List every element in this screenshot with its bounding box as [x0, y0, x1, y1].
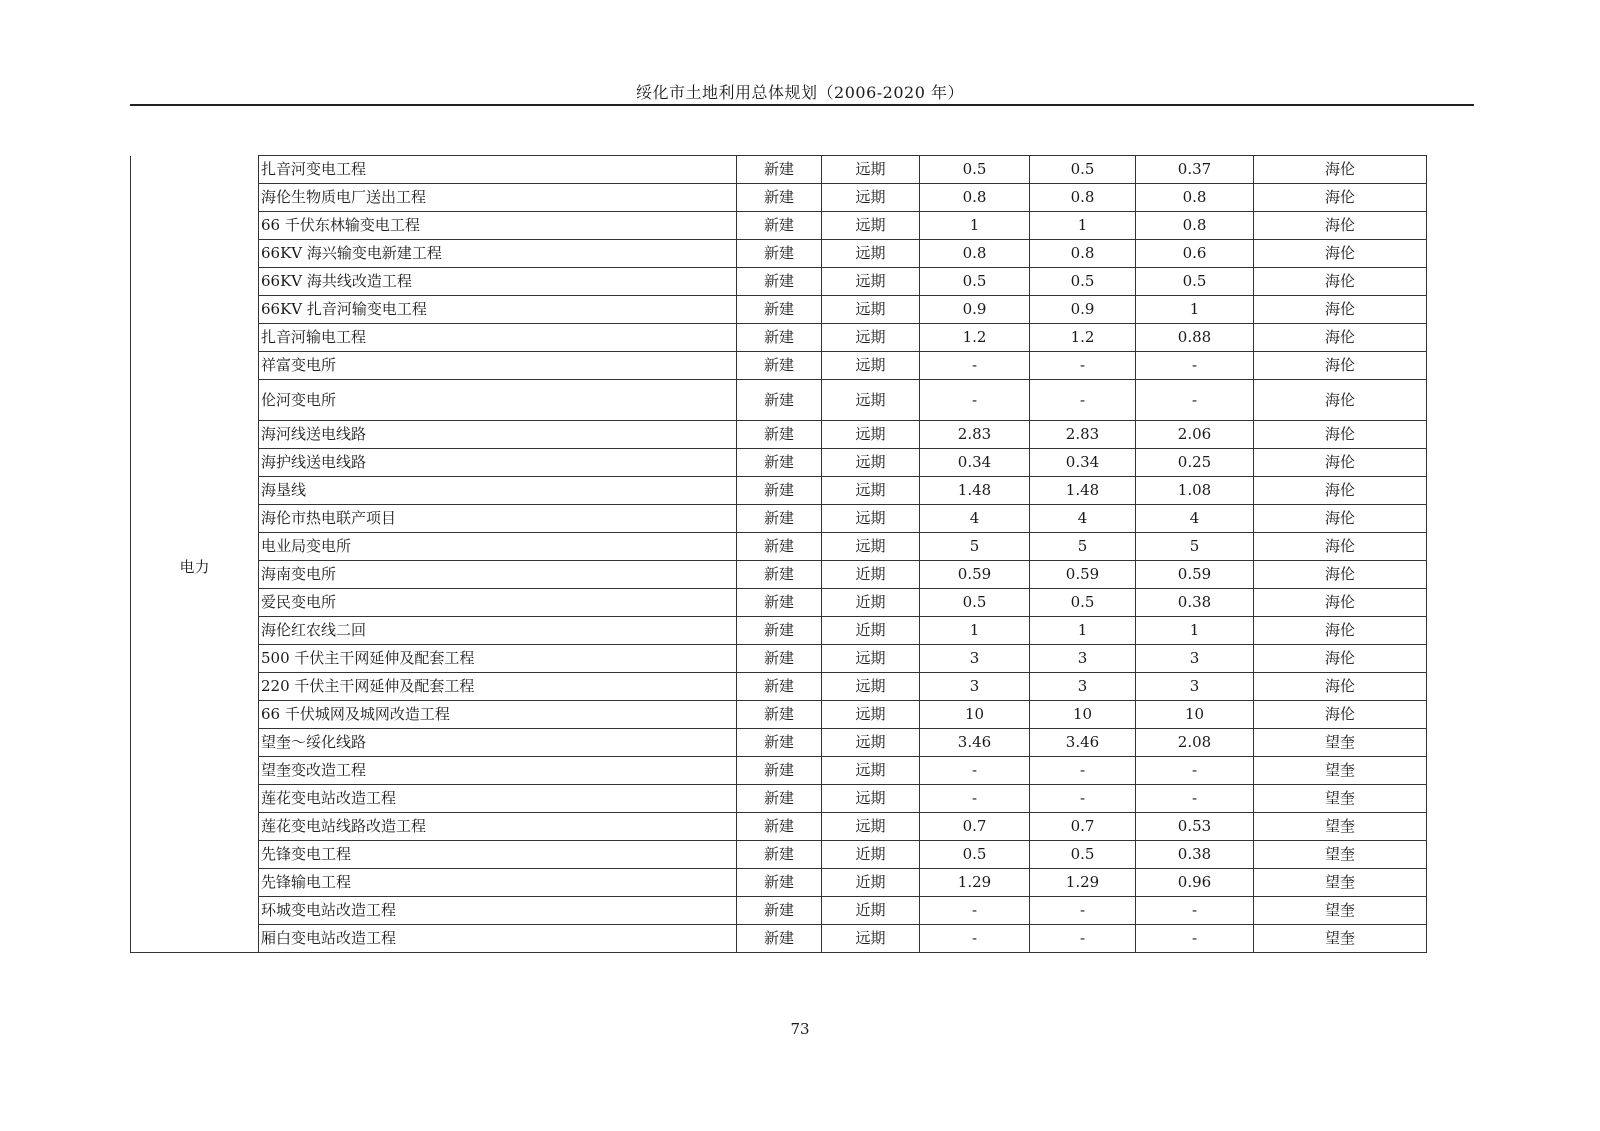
location: 海伦 [1254, 645, 1427, 673]
construction-type: 新建 [737, 841, 822, 869]
planning-period: 远期 [822, 184, 920, 212]
value-col-2: 0.59 [1030, 561, 1136, 589]
construction-type: 新建 [737, 268, 822, 296]
table-row [131, 324, 1427, 352]
value-col-1: 0.7 [920, 813, 1030, 841]
construction-type: 新建 [737, 533, 822, 561]
value-col-1: - [920, 785, 1030, 813]
project-name: 海伦红农线二回 [259, 617, 737, 645]
project-name: 扎音河输电工程 [259, 324, 737, 352]
planning-period: 远期 [822, 268, 920, 296]
project-name: 66KV 海共线改造工程 [259, 268, 737, 296]
project-name: 环城变电站改造工程 [259, 897, 737, 925]
project-name: 66 千伏东林输变电工程 [259, 212, 737, 240]
value-col-3: 5 [1136, 533, 1254, 561]
project-name: 先锋输电工程 [259, 869, 737, 897]
value-col-2: - [1030, 352, 1136, 380]
value-col-2: 0.5 [1030, 156, 1136, 184]
planning-period: 近期 [822, 869, 920, 897]
project-name: 莲花变电站线路改造工程 [259, 813, 737, 841]
table-row [131, 617, 1427, 645]
location: 海伦 [1254, 324, 1427, 352]
project-name: 厢白变电站改造工程 [259, 925, 737, 953]
planning-period: 远期 [822, 645, 920, 673]
value-col-1: 0.5 [920, 268, 1030, 296]
value-col-3: 2.06 [1136, 421, 1254, 449]
planning-period: 远期 [822, 324, 920, 352]
table-row [131, 449, 1427, 477]
value-col-1: 10 [920, 701, 1030, 729]
table-row [131, 561, 1427, 589]
value-col-3: 3 [1136, 673, 1254, 701]
value-col-3: - [1136, 352, 1254, 380]
value-col-3: 0.38 [1136, 589, 1254, 617]
planning-period: 远期 [822, 813, 920, 841]
value-col-2: 3.46 [1030, 729, 1136, 757]
value-col-3: 3 [1136, 645, 1254, 673]
value-col-1: 0.5 [920, 156, 1030, 184]
location: 海伦 [1254, 184, 1427, 212]
value-col-2: 10 [1030, 701, 1136, 729]
project-name: 扎音河变电工程 [259, 156, 737, 184]
planning-period: 远期 [822, 477, 920, 505]
value-col-1: 0.8 [920, 184, 1030, 212]
value-col-2: 3 [1030, 645, 1136, 673]
value-col-1: - [920, 925, 1030, 953]
planning-period: 远期 [822, 533, 920, 561]
value-col-1: 3 [920, 645, 1030, 673]
construction-type: 新建 [737, 701, 822, 729]
table-row [131, 897, 1427, 925]
table-row [131, 156, 1427, 184]
project-name: 望奎变改造工程 [259, 757, 737, 785]
value-col-2: 1.29 [1030, 869, 1136, 897]
table-row [131, 296, 1427, 324]
value-col-1: - [920, 352, 1030, 380]
value-col-2: 1 [1030, 617, 1136, 645]
value-col-3: 0.37 [1136, 156, 1254, 184]
table-row [131, 645, 1427, 673]
location: 海伦 [1254, 617, 1427, 645]
value-col-3: 0.96 [1136, 869, 1254, 897]
value-col-3: 0.59 [1136, 561, 1254, 589]
planning-period: 远期 [822, 673, 920, 701]
project-name: 海垦线 [259, 477, 737, 505]
construction-type: 新建 [737, 156, 822, 184]
project-name: 海伦市热电联产项目 [259, 505, 737, 533]
table-row [131, 212, 1427, 240]
value-col-1: 1.48 [920, 477, 1030, 505]
value-col-3: 0.6 [1136, 240, 1254, 268]
value-col-2: 0.8 [1030, 240, 1136, 268]
table-row [131, 477, 1427, 505]
construction-type: 新建 [737, 813, 822, 841]
planning-period: 远期 [822, 421, 920, 449]
table-row [131, 380, 1427, 421]
value-col-1: 4 [920, 505, 1030, 533]
table-row [131, 869, 1427, 897]
location: 望奎 [1254, 869, 1427, 897]
value-col-1: 0.59 [920, 561, 1030, 589]
project-name: 祥富变电所 [259, 352, 737, 380]
planning-period: 远期 [822, 156, 920, 184]
value-col-1: 1.2 [920, 324, 1030, 352]
location: 望奎 [1254, 813, 1427, 841]
location: 海伦 [1254, 421, 1427, 449]
value-col-3: 10 [1136, 701, 1254, 729]
construction-type: 新建 [737, 324, 822, 352]
value-col-2: 5 [1030, 533, 1136, 561]
construction-type: 新建 [737, 645, 822, 673]
table-row [131, 268, 1427, 296]
construction-type: 新建 [737, 477, 822, 505]
table-row [131, 729, 1427, 757]
infrastructure-projects-table [130, 155, 1427, 953]
value-col-2: 0.34 [1030, 449, 1136, 477]
project-name: 220 千伏主干网延伸及配套工程 [259, 673, 737, 701]
value-col-3: 1 [1136, 296, 1254, 324]
value-col-1: 5 [920, 533, 1030, 561]
value-col-1: 0.9 [920, 296, 1030, 324]
table-row [131, 701, 1427, 729]
table-row [131, 673, 1427, 701]
value-col-2: 1 [1030, 212, 1136, 240]
construction-type: 新建 [737, 869, 822, 897]
value-col-3: 0.38 [1136, 841, 1254, 869]
location: 海伦 [1254, 156, 1427, 184]
project-name: 海河线送电线路 [259, 421, 737, 449]
project-name: 海护线送电线路 [259, 449, 737, 477]
value-col-3: 0.88 [1136, 324, 1254, 352]
value-col-3: 0.53 [1136, 813, 1254, 841]
project-name: 电业局变电所 [259, 533, 737, 561]
project-name: 伦河变电所 [259, 380, 737, 421]
construction-type: 新建 [737, 184, 822, 212]
location: 望奎 [1254, 925, 1427, 953]
value-col-1: 1.29 [920, 869, 1030, 897]
table-row [131, 352, 1427, 380]
location: 海伦 [1254, 533, 1427, 561]
value-col-3: 1 [1136, 617, 1254, 645]
location: 海伦 [1254, 505, 1427, 533]
value-col-3: - [1136, 897, 1254, 925]
construction-type: 新建 [737, 449, 822, 477]
project-name: 66KV 扎音河输变电工程 [259, 296, 737, 324]
construction-type: 新建 [737, 505, 822, 533]
value-col-1: 1 [920, 617, 1030, 645]
planning-period: 远期 [822, 757, 920, 785]
table-row [131, 184, 1427, 212]
location: 海伦 [1254, 268, 1427, 296]
construction-type: 新建 [737, 212, 822, 240]
location: 望奎 [1254, 785, 1427, 813]
planning-period: 近期 [822, 561, 920, 589]
table-row [131, 841, 1427, 869]
location: 海伦 [1254, 212, 1427, 240]
value-col-1: 0.5 [920, 841, 1030, 869]
construction-type: 新建 [737, 673, 822, 701]
value-col-3: - [1136, 757, 1254, 785]
value-col-2: 0.5 [1030, 841, 1136, 869]
planning-period: 远期 [822, 785, 920, 813]
project-name: 爱民变电所 [259, 589, 737, 617]
table-row [131, 589, 1427, 617]
construction-type: 新建 [737, 380, 822, 421]
table-row [131, 813, 1427, 841]
value-col-1: 0.5 [920, 589, 1030, 617]
value-col-3: - [1136, 380, 1254, 421]
planning-period: 远期 [822, 296, 920, 324]
header-rule [130, 104, 1474, 106]
planning-period: 远期 [822, 925, 920, 953]
location: 望奎 [1254, 841, 1427, 869]
location: 海伦 [1254, 449, 1427, 477]
project-name: 莲花变电站改造工程 [259, 785, 737, 813]
value-col-2: 1.48 [1030, 477, 1136, 505]
value-col-3: - [1136, 925, 1254, 953]
table-row [131, 421, 1427, 449]
location: 海伦 [1254, 561, 1427, 589]
planning-period: 近期 [822, 617, 920, 645]
construction-type: 新建 [737, 729, 822, 757]
value-col-2: - [1030, 380, 1136, 421]
planning-period: 远期 [822, 380, 920, 421]
table-row [131, 240, 1427, 268]
planning-period: 近期 [822, 589, 920, 617]
value-col-2: - [1030, 897, 1136, 925]
value-col-3: 0.8 [1136, 184, 1254, 212]
construction-type: 新建 [737, 352, 822, 380]
value-col-1: - [920, 757, 1030, 785]
construction-type: 新建 [737, 617, 822, 645]
value-col-2: - [1030, 757, 1136, 785]
value-col-2: 1.2 [1030, 324, 1136, 352]
construction-type: 新建 [737, 925, 822, 953]
project-name: 海伦生物质电厂送出工程 [259, 184, 737, 212]
construction-type: 新建 [737, 757, 822, 785]
project-name: 66 千伏城网及城网改造工程 [259, 701, 737, 729]
location: 海伦 [1254, 701, 1427, 729]
planning-period: 远期 [822, 212, 920, 240]
location: 海伦 [1254, 477, 1427, 505]
construction-type: 新建 [737, 421, 822, 449]
planning-period: 近期 [822, 841, 920, 869]
table-row [131, 757, 1427, 785]
value-col-1: 0.8 [920, 240, 1030, 268]
value-col-1: 0.34 [920, 449, 1030, 477]
planning-period: 远期 [822, 701, 920, 729]
table-row [131, 533, 1427, 561]
category-cell-continued [131, 156, 259, 184]
value-col-3: 2.08 [1136, 729, 1254, 757]
value-col-3: 0.5 [1136, 268, 1254, 296]
planning-period: 远期 [822, 729, 920, 757]
value-col-3: - [1136, 785, 1254, 813]
location: 望奎 [1254, 757, 1427, 785]
value-col-2: 4 [1030, 505, 1136, 533]
location: 海伦 [1254, 296, 1427, 324]
construction-type: 新建 [737, 589, 822, 617]
page-number: 73 [790, 1020, 810, 1038]
planning-period: 远期 [822, 240, 920, 268]
value-col-2: 2.83 [1030, 421, 1136, 449]
value-col-1: 3 [920, 673, 1030, 701]
value-col-1: - [920, 380, 1030, 421]
value-col-2: 0.9 [1030, 296, 1136, 324]
planning-period: 远期 [822, 449, 920, 477]
project-name: 先锋变电工程 [259, 841, 737, 869]
location: 海伦 [1254, 380, 1427, 421]
value-col-2: 0.5 [1030, 589, 1136, 617]
planning-period: 远期 [822, 352, 920, 380]
value-col-1: 2.83 [920, 421, 1030, 449]
table-body [131, 156, 1427, 953]
value-col-3: 1.08 [1136, 477, 1254, 505]
table-row [131, 925, 1427, 953]
document-header-title: 绥化市土地利用总体规划（2006-2020 年） [636, 83, 964, 102]
location: 望奎 [1254, 897, 1427, 925]
value-col-3: 0.8 [1136, 212, 1254, 240]
project-name: 66KV 海兴输变电新建工程 [259, 240, 737, 268]
project-name: 500 千伏主干网延伸及配套工程 [259, 645, 737, 673]
value-col-2: - [1030, 925, 1136, 953]
table-row [131, 785, 1427, 813]
project-name: 望奎～绥化线路 [259, 729, 737, 757]
location: 望奎 [1254, 729, 1427, 757]
value-col-2: 0.5 [1030, 268, 1136, 296]
table-row [131, 505, 1427, 533]
project-name: 海南变电所 [259, 561, 737, 589]
value-col-1: - [920, 897, 1030, 925]
value-col-3: 4 [1136, 505, 1254, 533]
value-col-2: - [1030, 785, 1136, 813]
value-col-1: 1 [920, 212, 1030, 240]
construction-type: 新建 [737, 785, 822, 813]
construction-type: 新建 [737, 240, 822, 268]
planning-period: 近期 [822, 897, 920, 925]
value-col-2: 0.8 [1030, 184, 1136, 212]
value-col-2: 0.7 [1030, 813, 1136, 841]
location: 海伦 [1254, 673, 1427, 701]
value-col-1: 3.46 [920, 729, 1030, 757]
planning-period: 远期 [822, 505, 920, 533]
location: 海伦 [1254, 240, 1427, 268]
construction-type: 新建 [737, 561, 822, 589]
value-col-2: 3 [1030, 673, 1136, 701]
location: 海伦 [1254, 589, 1427, 617]
construction-type: 新建 [737, 296, 822, 324]
construction-type: 新建 [737, 897, 822, 925]
location: 海伦 [1254, 352, 1427, 380]
value-col-3: 0.25 [1136, 449, 1254, 477]
category-cell: 电力 [131, 184, 259, 953]
